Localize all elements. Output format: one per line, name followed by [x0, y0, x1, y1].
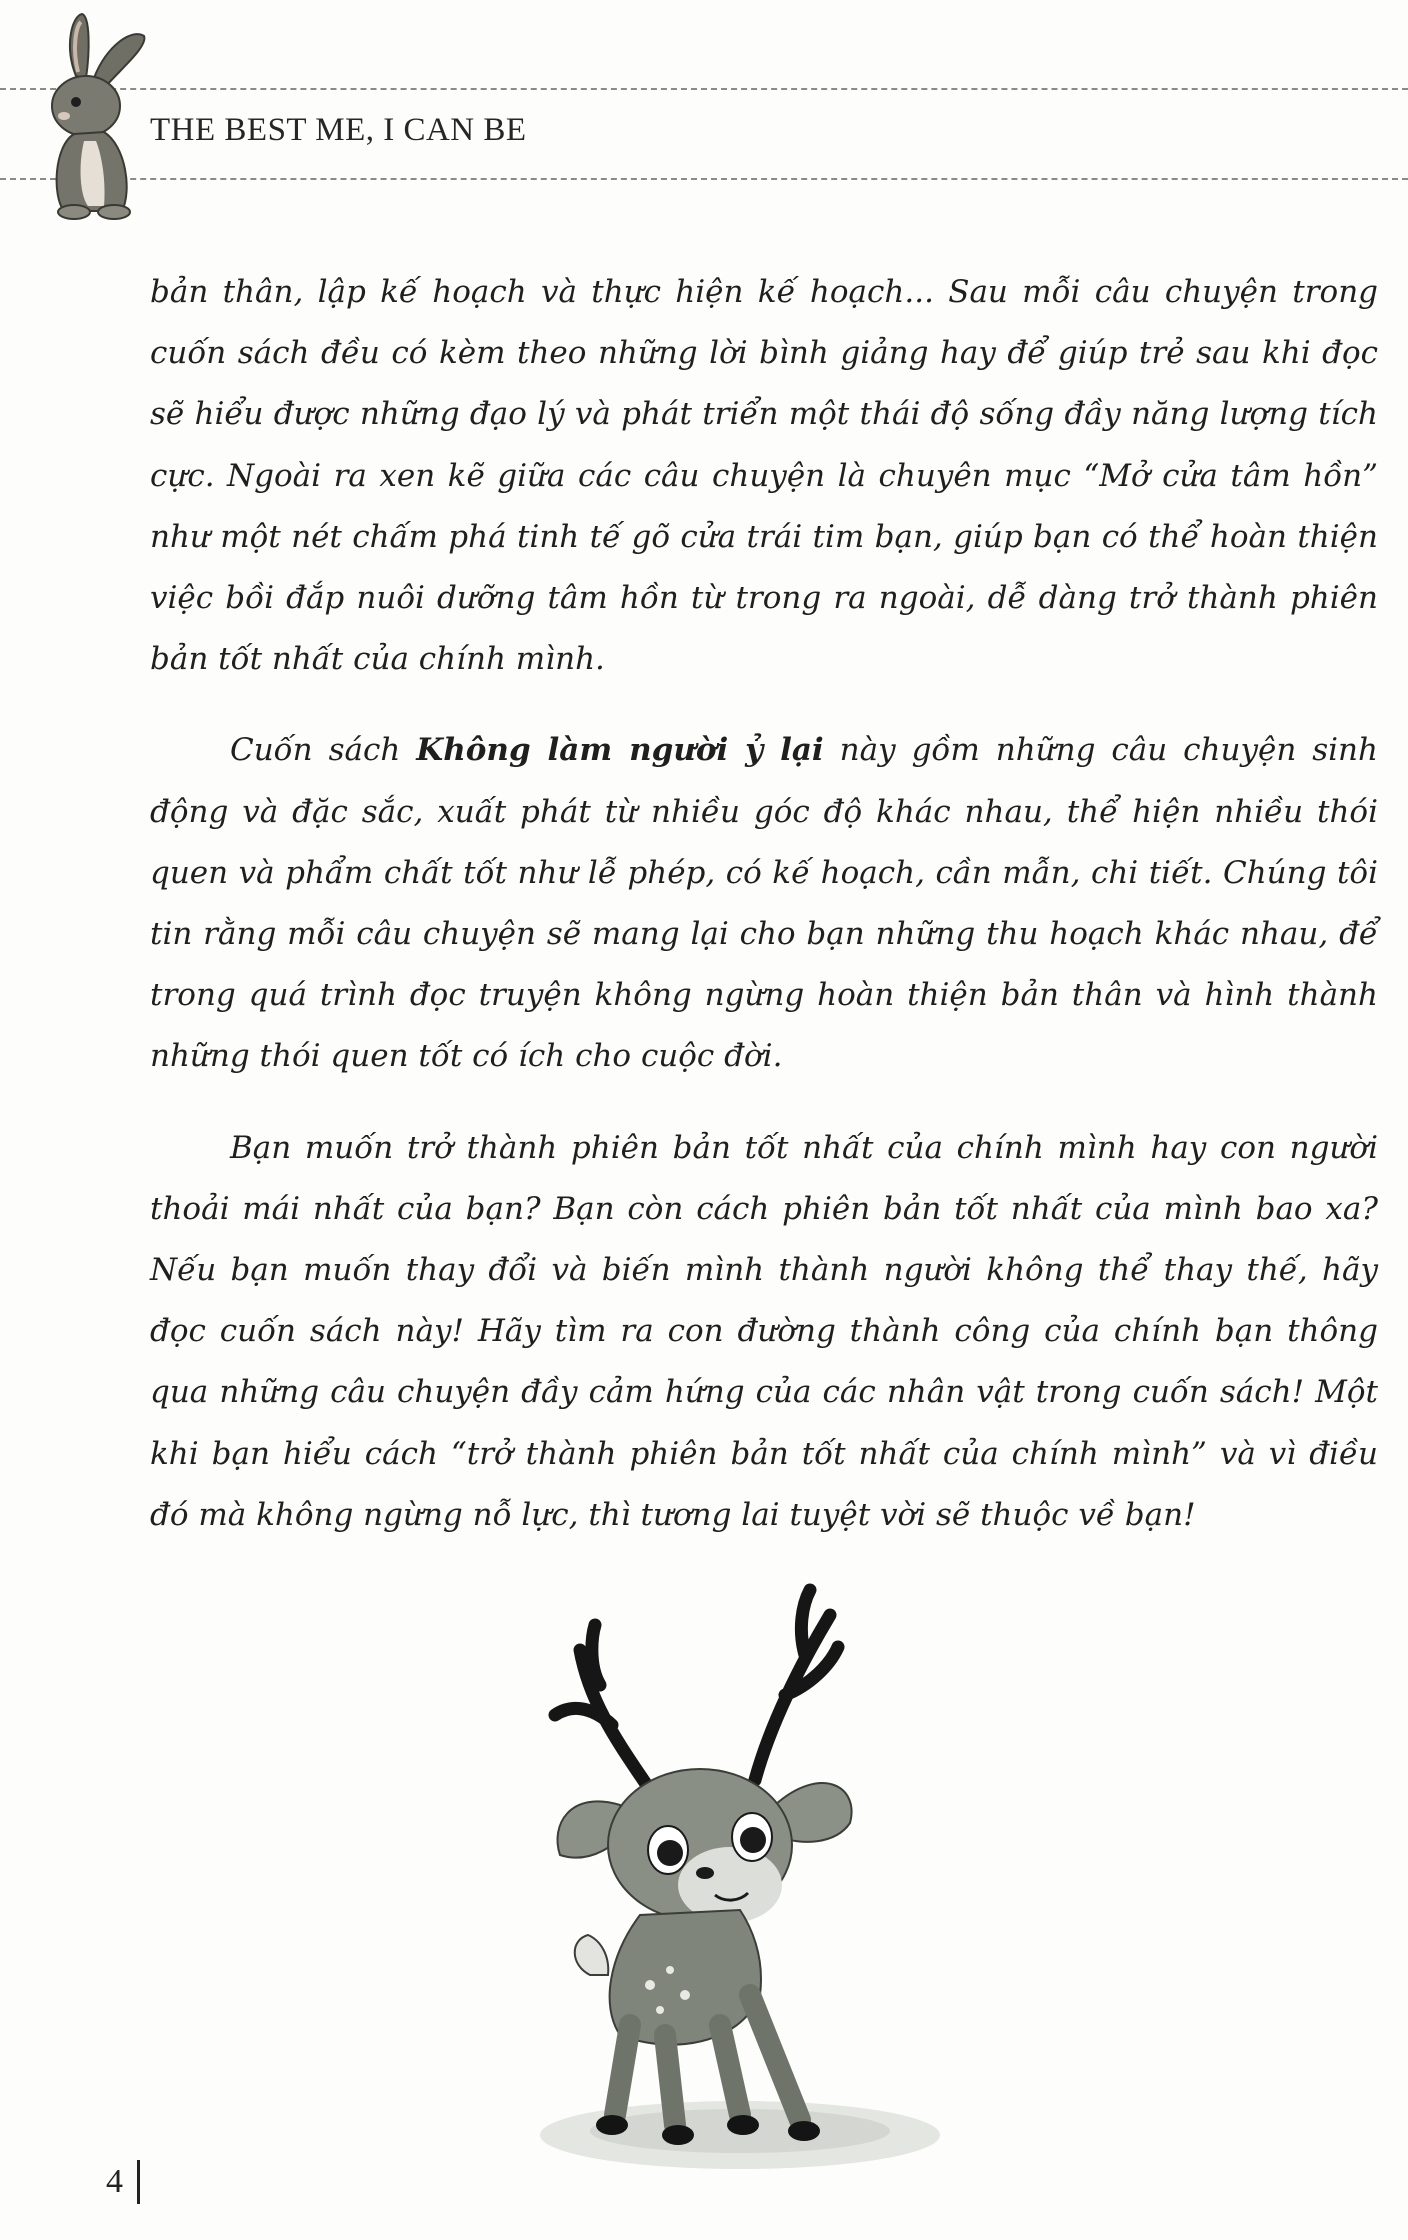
- page-body: [150, 262, 1378, 1576]
- paragraph-1: bản thân, lập kế hoạch và thực hiện kế hoạch... Sau mỗi câu chuyện trong cuốn sách đều có kèm theo những lời bình giảng hay để giúp trẻ sau khi đọc sẽ hiểu được những đạo lý và phát triển một thái độ sống đầy năng lượng tích cực. Ngoài ra xen kẽ giữa các câu chuyện là chuyên mục “Mở cửa tâm hồn” như một nét chấm phá tinh tế gõ cửa trái tim bạn, giúp bạn có thể hoàn thiện việc bồi đắp nuôi dưỡng tâm hồn từ trong ra ngoài, dễ dàng trở thành phiên bản tốt nhất của chính mình.: [150, 274, 1378, 678]
- header-dashed-line-top: [0, 88, 1408, 90]
- paragraph-2-lead: Cuốn sách: [230, 732, 417, 769]
- rabbit-icon: [14, 6, 164, 221]
- page-number: 4: [106, 2163, 123, 2200]
- page-number-divider: [137, 2160, 140, 2204]
- page-header: [0, 0, 1408, 230]
- deer-icon: [500, 1555, 960, 2175]
- book-title: Không làm người ỷ lại: [416, 732, 824, 769]
- paragraph-2: [150, 720, 1378, 1087]
- running-title: THE BEST ME, I CAN BE: [150, 112, 527, 148]
- paragraph-2-rest: này gồm những câu chuyện sinh động và đặc sắc, xuất phát từ nhiều góc độ khác nhau, thể hiện nhiều thói quen và phẩm chất tốt như lễ phép, có kế hoạch, cần mẫn, chi tiết. Chúng tôi tin rằng mỗi câu chuyện sẽ mang lại cho bạn những thu hoạch khác nhau, để trong quá trình đọc truyện không ngừng hoàn thiện bản thân và hình thành những thói quen tốt có ích cho cuộc đời.: [150, 732, 1378, 1075]
- paragraph-3: Bạn muốn trở thành phiên bản tốt nhất của chính mình hay con người thoải mái nhất của bạn? Bạn còn cách phiên bản tốt nhất của mình bao xa? Nếu bạn muốn thay đổi và biến mình thành người không thể thay thế, hãy đọc cuốn sách này! Hãy tìm ra con đường thành công của chính bạn thông qua những câu chuyện đầy cảm hứng của các nhân vật trong cuốn sách! Một khi bạn hiểu cách “trở thành phiên bản tốt nhất của chính mình” và vì điều đó mà không ngừng nỗ lực, thì tương lai tuyệt vời sẽ thuộc về bạn!: [150, 1129, 1378, 1533]
- header-dashed-line-bottom: [0, 178, 1408, 180]
